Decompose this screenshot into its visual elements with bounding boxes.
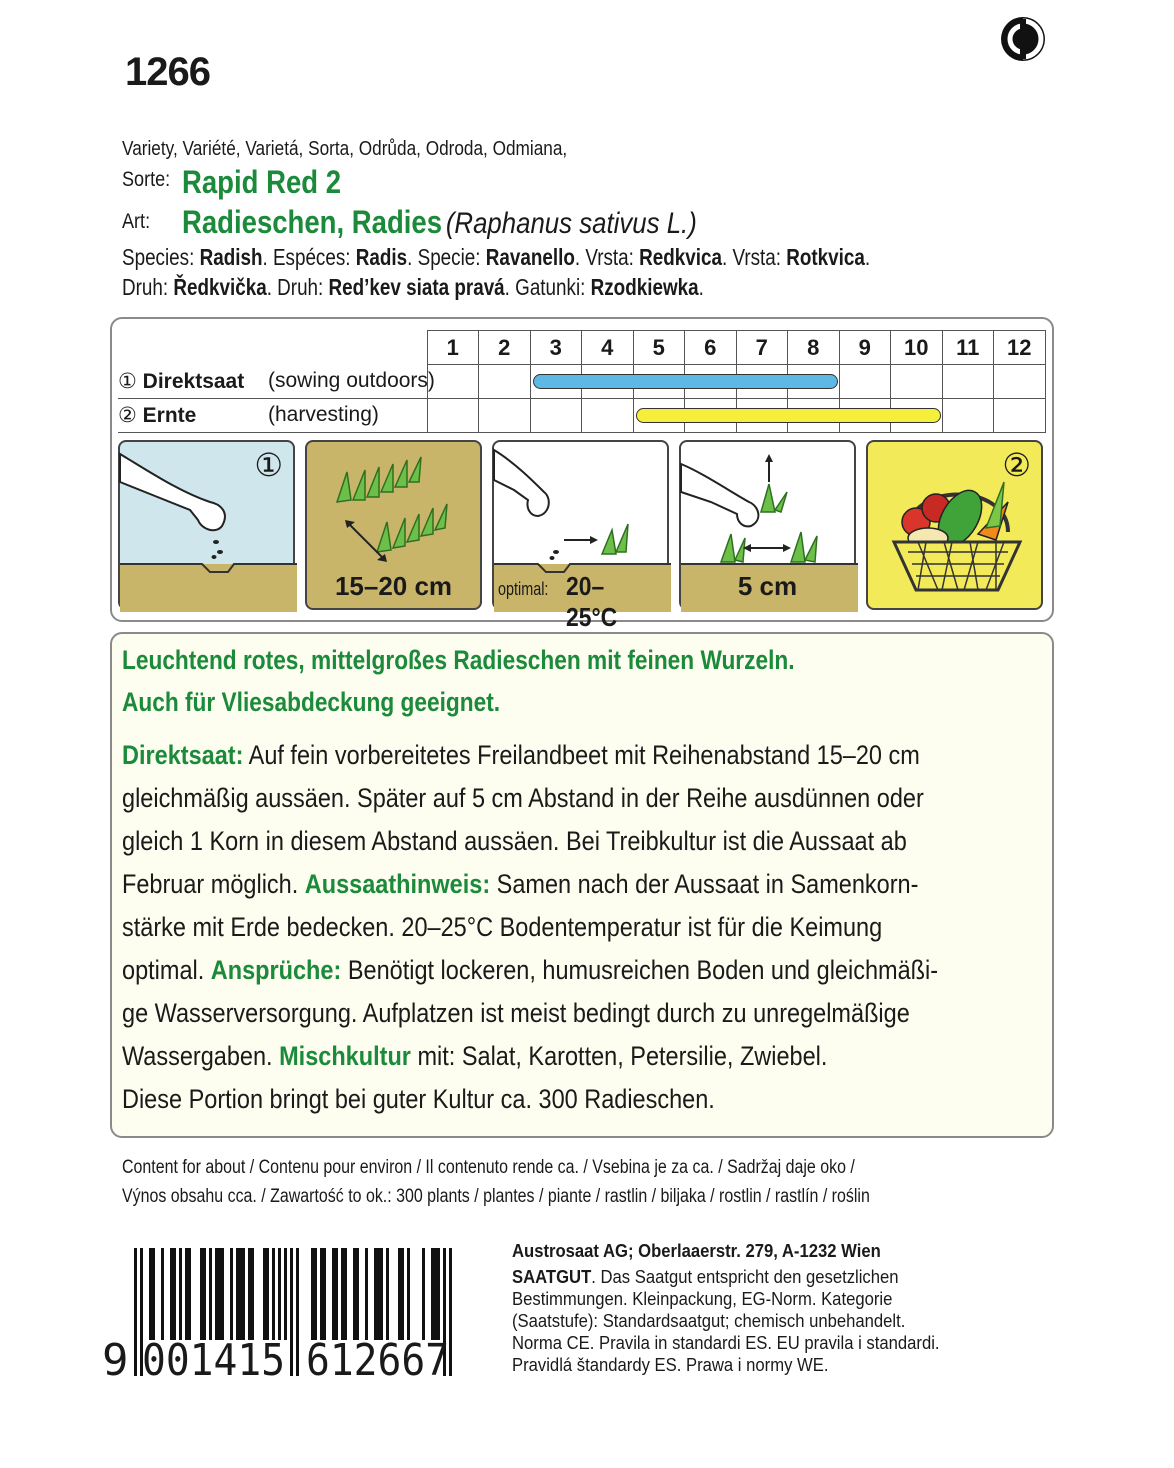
calendar-row-number: ① — [118, 369, 143, 393]
product-code: 1266 — [125, 50, 210, 94]
barcode-bar — [179, 1248, 182, 1340]
sowing-calendar-table — [118, 330, 1046, 433]
description-line-3: gleich 1 Korn in diesem Abstand aussäen. Bei Treibkultur ist die Aussaat ab — [122, 826, 907, 856]
barcode-bar — [239, 1248, 242, 1340]
description-line-6: optimal. Ansprüche: Benötigt lockeren, humusreichen Boden und gleichmäßi- — [122, 955, 939, 985]
plant-spacing-value: 5 cm — [737, 571, 798, 601]
barcode-bar — [365, 1248, 368, 1340]
art-label: Art: — [122, 210, 151, 233]
calendar-cell — [839, 365, 891, 399]
month-header: 4 — [582, 331, 634, 365]
sowing-step-number: ① — [254, 447, 283, 483]
month-header: 3 — [530, 331, 582, 365]
month-header: 1 — [427, 331, 479, 365]
barcode-bar — [323, 1248, 326, 1340]
species-line-end: . — [698, 274, 704, 300]
barcode-bar — [341, 1248, 344, 1340]
barcode-bar — [209, 1248, 212, 1340]
harvest-period-bar — [636, 408, 941, 423]
calendar-cell — [942, 365, 994, 399]
content-line-2: Výnos obsahu cca. / Zawartość to ok.: 300 plants / plantes / piante / rastlin / biljaka / rostlin / rastlín / roślin — [122, 1186, 870, 1207]
description-line-2: gleichmäßig aussäen. Später auf 5 cm Abstand in der Reihe ausdünnen oder — [122, 783, 924, 813]
barcode-bar — [407, 1248, 410, 1340]
barcode-digits-right: 612667 — [306, 1335, 450, 1386]
calendar-cell — [530, 365, 582, 399]
species-translation-value: Redkvica — [639, 244, 722, 270]
variety-line: Variety, Variété, Varietá, Sorta, Odrůda, Odroda, Odmiana, — [122, 138, 568, 160]
species-translation-value: Rotkvica — [786, 244, 865, 270]
calendar-cell — [942, 399, 994, 433]
green-dot-recycle-icon — [1000, 16, 1046, 62]
barcode-bar — [434, 1248, 437, 1340]
calendar-row-note: (harvesting) — [268, 403, 379, 426]
month-header: 10 — [891, 331, 943, 365]
species-translation-value: Radish — [199, 244, 263, 270]
legal-line-4: Norma CE. Pravila in standardi ES. EU pravila i standardi. — [512, 1332, 940, 1353]
species-translation-label: Species: — [122, 244, 200, 270]
barcode-bar — [296, 1248, 299, 1376]
description-line-8: Wassergaben. Mischkultur mit: Salat, Karotten, Petersilie, Zwiebel. — [122, 1041, 828, 1071]
barcode-bar — [170, 1248, 173, 1340]
barcode-bar — [134, 1248, 137, 1376]
species-translation-label: . Vrsta: — [574, 244, 640, 270]
species-translation-label: Druh: — [122, 274, 174, 300]
species-translation-label: . Gatunki: — [504, 274, 591, 300]
barcode-bar — [149, 1248, 152, 1340]
mischkultur-term: Mischkultur — [279, 1041, 411, 1071]
calendar-cell — [427, 365, 479, 399]
barcode-bar — [353, 1248, 356, 1340]
panel-plant-spacing — [679, 440, 856, 610]
species-line-end: . — [864, 244, 871, 270]
calendar-cell — [479, 365, 531, 399]
species-translation-value: Radis — [355, 244, 408, 270]
temperature-value: 20–25°C — [566, 571, 618, 632]
calendar-cell — [479, 399, 531, 433]
month-header: 2 — [479, 331, 531, 365]
barcode-bar — [386, 1248, 389, 1340]
temperature-label — [498, 571, 667, 632]
row-spacing-value: 15–20 cm — [334, 571, 453, 601]
barcode-bar — [401, 1248, 404, 1340]
species-translation-label: . Druh: — [266, 274, 329, 300]
company-address: Austrosaat AG; Oberlaaerstr. 279, A-1232 Wien — [512, 1240, 881, 1261]
barcode-bar — [200, 1248, 203, 1340]
art-line — [122, 204, 697, 240]
barcode-bar — [374, 1248, 377, 1340]
barcode-bar — [332, 1248, 335, 1340]
description-line-7: ge Wasserversorgung. Aufplatzen ist meist bedingt durch zu unregelmäßige — [122, 998, 910, 1028]
month-header: 11 — [942, 331, 994, 365]
barcode-bar — [161, 1248, 164, 1340]
ansprueche-term: Ansprüche: — [210, 955, 342, 985]
aussaathinweis-term: Aussaathinweis: — [304, 869, 491, 899]
description-line-1: Direktsaat: Auf fein vorbereitetes Freilandbeet mit Reihenabstand 15–20 cm — [122, 740, 920, 770]
species-translation-value: Ravanello — [485, 244, 575, 270]
species-translation-label: . Espéces: — [262, 244, 356, 270]
barcode-bar — [335, 1248, 338, 1340]
description-headline-1: Leuchtend rotes, mittelgroßes Radieschen mit feinen Wurzeln. — [122, 645, 795, 675]
legal-line-1: SAATGUT. Das Saatgut entspricht den gesetzlichen — [512, 1266, 899, 1287]
species-translation-value: Red’kev siata pravá — [328, 274, 505, 300]
calendar-cell — [633, 399, 685, 433]
barcode-bar — [449, 1248, 452, 1376]
calendar-cell — [530, 399, 582, 433]
legal-line-2: Bestimmungen. Kleinpackung, EG-Norm. Kategorie — [512, 1288, 893, 1309]
barcode-bar — [251, 1248, 254, 1340]
barcode-bar — [284, 1248, 287, 1340]
barcode-bar — [377, 1248, 380, 1340]
barcode-bar — [278, 1248, 281, 1340]
month-header: 5 — [633, 331, 685, 365]
sorte-line — [122, 164, 342, 200]
species-translation-value: Ředkvička — [173, 274, 267, 300]
barcode-bar — [263, 1248, 266, 1340]
sowing-period-bar — [533, 374, 838, 389]
species-translations-line-1 — [122, 244, 870, 271]
saatgut-term: SAATGUT — [512, 1266, 592, 1287]
description-line-5: stärke mit Erde bedecken. 20–25°C Bodentemperatur ist für die Keimung — [122, 912, 883, 942]
species-translation-label: . Specie: — [407, 244, 486, 270]
calendar-cell — [891, 365, 943, 399]
temperature-prefix: optimal: — [498, 579, 549, 599]
latin-name: (Raphanus sativus L.) — [445, 207, 697, 240]
barcode-bar — [185, 1248, 188, 1340]
month-header: 7 — [736, 331, 788, 365]
calendar-row-label — [118, 399, 427, 433]
calendar-cell — [994, 365, 1046, 399]
legal-line-3: (Saatstufe): Standardsaatgut; chemisch unbehandelt. — [512, 1310, 906, 1331]
legal-line-5: Pravidlá štandardy ES. Prawa i normy WE. — [512, 1354, 829, 1375]
barcode-digit-first: 9 — [102, 1335, 129, 1386]
month-header: 8 — [788, 331, 840, 365]
barcode-digits-left: 001415 — [142, 1335, 286, 1386]
panel-germination-temperature — [492, 440, 669, 632]
barcode-bar — [311, 1248, 314, 1340]
barcode-bar — [152, 1248, 155, 1340]
panel-sowing-hand — [118, 440, 295, 610]
calendar-row-name: Direktsaat — [142, 369, 245, 393]
barcode-bar — [248, 1248, 251, 1340]
barcode-bar — [173, 1248, 176, 1340]
description-line-9: Diese Portion bringt bei guter Kultur ca. 300 Radieschen. — [122, 1084, 715, 1114]
barcode-bar — [230, 1248, 233, 1340]
barcode-bar — [320, 1248, 323, 1340]
species-translation-value: Rzodkiewka — [590, 274, 699, 300]
calendar-row-label — [118, 365, 435, 399]
barcode-bar — [422, 1248, 425, 1340]
barcode-bar — [215, 1248, 218, 1340]
species-translations-line-2 — [122, 274, 704, 301]
calendar-cell — [582, 399, 634, 433]
content-line-1: Content for about / Contenu pour environ / Il contenuto rende ca. / Vsebina je za ca. / Sadržaj daje oko / — [122, 1157, 855, 1178]
barcode-bar — [221, 1248, 224, 1340]
direktsaat-term: Direktsaat: — [122, 740, 244, 770]
barcode-bar — [380, 1248, 383, 1340]
species-translation-label: . Vrsta: — [721, 244, 787, 270]
barcode-bar — [272, 1248, 275, 1340]
description-line-4: Februar möglich. Aussaathinweis: Samen nach der Aussaat in Samenkorn- — [122, 869, 919, 899]
barcode-bar — [290, 1248, 293, 1376]
barcode-bar — [236, 1248, 239, 1340]
barcode-digits — [102, 1335, 450, 1386]
panel-row-spacing — [305, 440, 482, 610]
calendar-row-name: Ernte — [142, 404, 197, 427]
calendar-cell — [427, 399, 479, 433]
month-header: 6 — [685, 331, 737, 365]
panel-harvest-basket — [866, 440, 1043, 610]
species-name: Radieschen, Radies — [182, 204, 443, 240]
month-header: 12 — [994, 331, 1046, 365]
barcode-bar — [431, 1248, 434, 1340]
barcode-bar — [356, 1248, 359, 1340]
barcode-bar — [188, 1248, 191, 1340]
barcode-bar — [437, 1248, 440, 1340]
barcode-bar — [218, 1248, 221, 1340]
barcode-bar — [266, 1248, 269, 1340]
calendar-cell — [994, 399, 1046, 433]
barcode-bar — [398, 1248, 401, 1340]
calendar-row-number: ② — [118, 404, 143, 427]
variety-name: Rapid Red 2 — [182, 164, 342, 200]
barcode-bar — [242, 1248, 245, 1340]
month-header: 9 — [839, 331, 891, 365]
barcode-bar — [314, 1248, 317, 1340]
barcode-bar — [344, 1248, 347, 1340]
harvest-step-number: ② — [1002, 447, 1031, 483]
sorte-label: Sorte: — [122, 168, 171, 191]
calendar-row-note: (sowing outdoors) — [268, 368, 435, 392]
description-headline-2: Auch für Vliesabdeckung geeignet. — [122, 687, 501, 717]
barcode-bar — [203, 1248, 206, 1340]
